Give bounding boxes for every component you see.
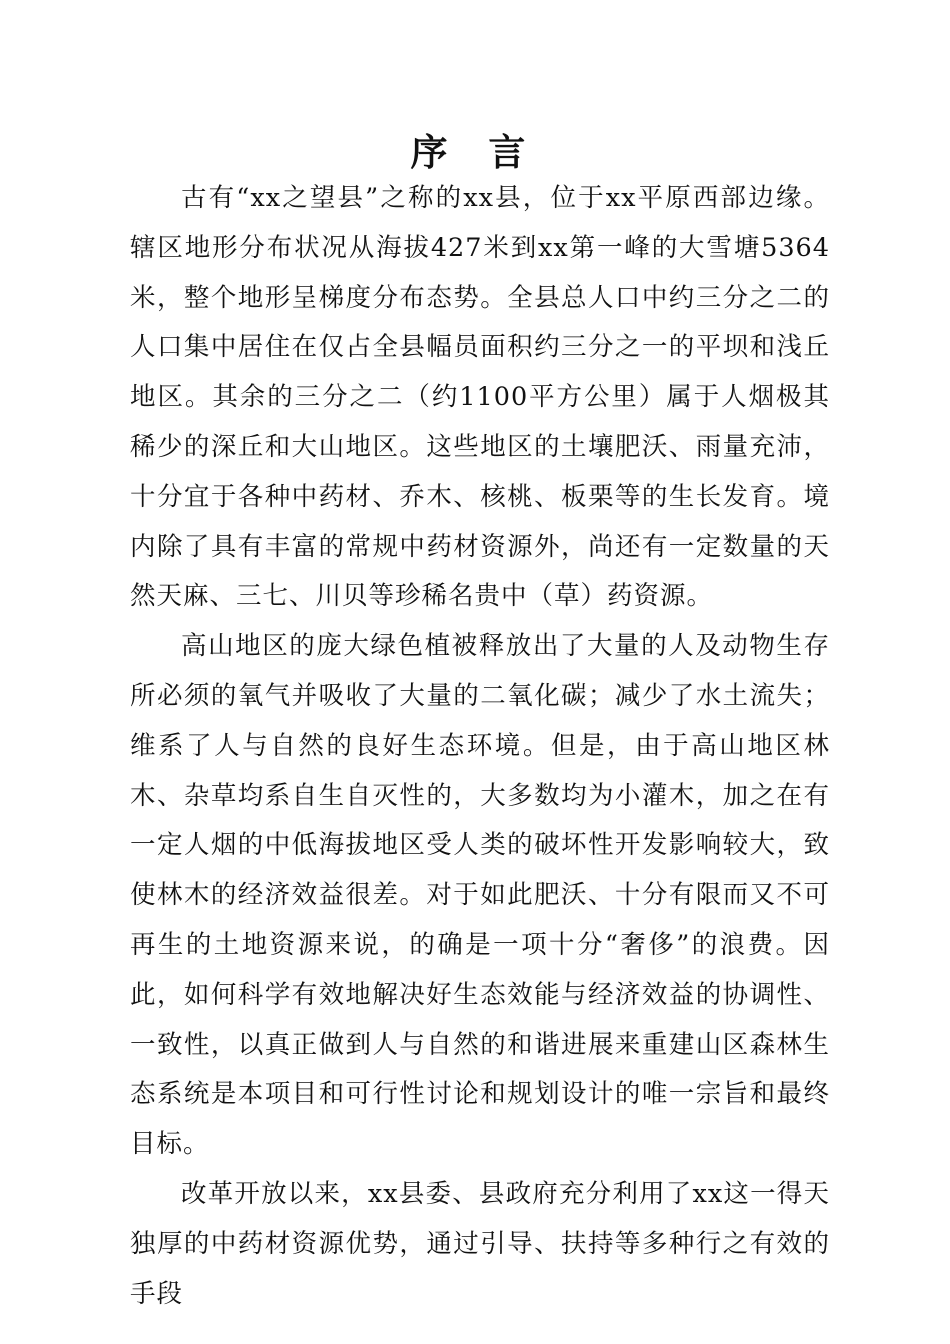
page-title: 序 言 [410,130,540,174]
body-text [130,174,830,1319]
paragraph: 高山地区的庞大绿色植被释放出了大量的人及动物生存所必须的氧气并吸收了大量的二氧化碳；减少了水土流失；维系了人与自然的良好生态环境。但是，由于高山地区林木、杂草均系自生自灭性的，大多数均为小灌木，加之在有一定人烟的中低海拔地区受人类的破坏性开发影响较大，致使林木的经济效益很差。对于如此肥沃、十分有限而又不可再生的土地资源来说，的确是一项十分“奢侈”的浪费。因此，如何科学有效地解决好生态效能与经济效益的协调性、一致性，以真正做到人与自然的和谐进展来重建山区森林生态系统是本项目和可行性讨论和规划设计的唯一宗旨和最终目标。 [130,631,830,1160]
paragraph: 古有“xx之望县”之称的xx县，位于xx平原西部边缘。辖区地形分布状况从海拔427米到xx第一峰的大雪塘5364米，整个地形呈梯度分布态势。全县总人口中约三分之二的人口集中居住在仅占全县幅员面积约三分之一的平坝和浅丘地区。其余的三分之二（约1100平方公里）属于人烟极其稀少的深丘和大山地区。这些地区的土壤肥沃、雨量充沛，十分宜于各种中药材、乔木、核桃、板栗等的生长发育。境内除了具有丰富的常规中药材资源外，尚还有一定数量的天然天麻、三七、川贝等珍稀名贵中（草）药资源。 [130,183,830,612]
paragraph: 改革开放以来，xx县委、县政府充分利用了xx这一得天独厚的中药材资源优势，通过引导、扶持等多种行之有效的手段 [130,1178,830,1309]
